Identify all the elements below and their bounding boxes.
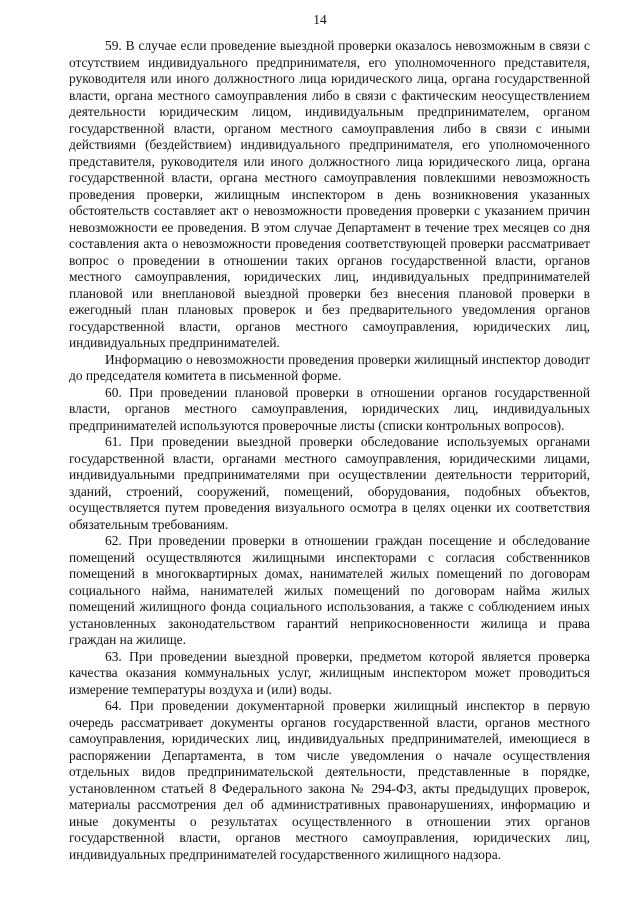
paragraph-62: 62. При проведении проверки в отношении граждан посещение и обследование помещений осуществляются жилищными инспекторами с согласия собственников помещений в многоквартирных домах, нанимателей жилых помещений по договорам социального найма, нанимателей жилых помещений по договорам найма жилых помещений жилищного фонда социального использования, а также с соблюдением иных установленных законодательством гарантий неприкосновенности жилища и права граждан на жилище.: [69, 533, 590, 647]
document-body: [69, 38, 590, 863]
paragraph-64: 64. При проведении документарной проверки жилищный инспектор в первую очередь рассматривает документы органов государственной власти, органов местного самоуправления, юридических лиц, индивидуальных предпринимателей, имеющиеся в распоряжении Департамента, в том числе уведомления о начале осуществления отдельных видов предпринимательской деятельности, представленные в порядке, установленном статьей 8 Федерального закона № 294-ФЗ, акты предыдущих проверок, материалы рассмотрения дел об административных правонарушениях, информацию и иные документы о результатах осуществленного в отношении этих органов государственной власти, органов местного самоуправления, юридических лиц, индивидуальных предпринимателей государственного жилищного надзора.: [69, 698, 590, 862]
paragraph-61: 61. При проведении выездной проверки обследование используемых органами государственной власти, органами местного самоуправления, юридическими лицами, индивидуальными предпринимателями при осуществлении деятельности территорий, зданий, строений, сооружений, помещений, оборудования, подобных объектов, осуществляется путем проведения визуального осмотра в целях оценки их соответствия обязательным требованиям.: [69, 434, 590, 532]
page-number: 14: [313, 12, 327, 27]
paragraph-60: 60. При проведении плановой проверки в отношении органов государственной власти, органов местного самоуправления, юридических лиц, индивидуальных предпринимателей используются проверочные листы (списки контрольных вопросов).: [69, 384, 590, 433]
paragraph-59: 59. В случае если проведение выездной проверки оказалось невозможным в связи с отсутствием индивидуального предпринимателя, его уполномоченного представителя, руководителя или иного должностного лица юридического лица, органа государственной власти, органа местного самоуправления либо в связи с фактическим неосуществлением деятельности юридическим лицом, индивидуальным предпринимателем, органом государственной власти, органом местного самоуправления либо в связи с иными действиями (бездействием) индивидуального предпринимателя, его уполномоченного представителя, руководителя или иного должностного лица юридического лица, органа государственной власти, органа местного самоуправления повлекшими невозможность проведения проверки, жилищным инспектором в день возникновения указанных обстоятельств составляет акт о невозможности проведения проверки с указанием причин невозможности ее проведения. В этом случае Департамент в течение трех месяцев со дня составления акта о невозможности проведения соответствующей проверки рассматривает вопрос о проведении в отношении таких органов государственной власти, органов местного самоуправления, юридических лиц, индивидуальных предпринимателей плановой или внеплановой выездной проверки без внесения плановой проверки в ежегодный план плановых проверок и без предварительного уведомления органов государственной власти, органов местного самоуправления, юридических лиц, индивидуальных предпринимателей.: [69, 38, 590, 350]
paragraph-63: 63. При проведении выездной проверки, предметом которой является проверка качества оказания коммунальных услуг, жилищным инспектором может проводиться измерение температуры воздуха и (или) воды.: [69, 648, 590, 697]
paragraph-59-note: Информацию о невозможности проведения проверки жилищный инспектор доводит до председателя комитета в письменной форме.: [69, 351, 590, 383]
